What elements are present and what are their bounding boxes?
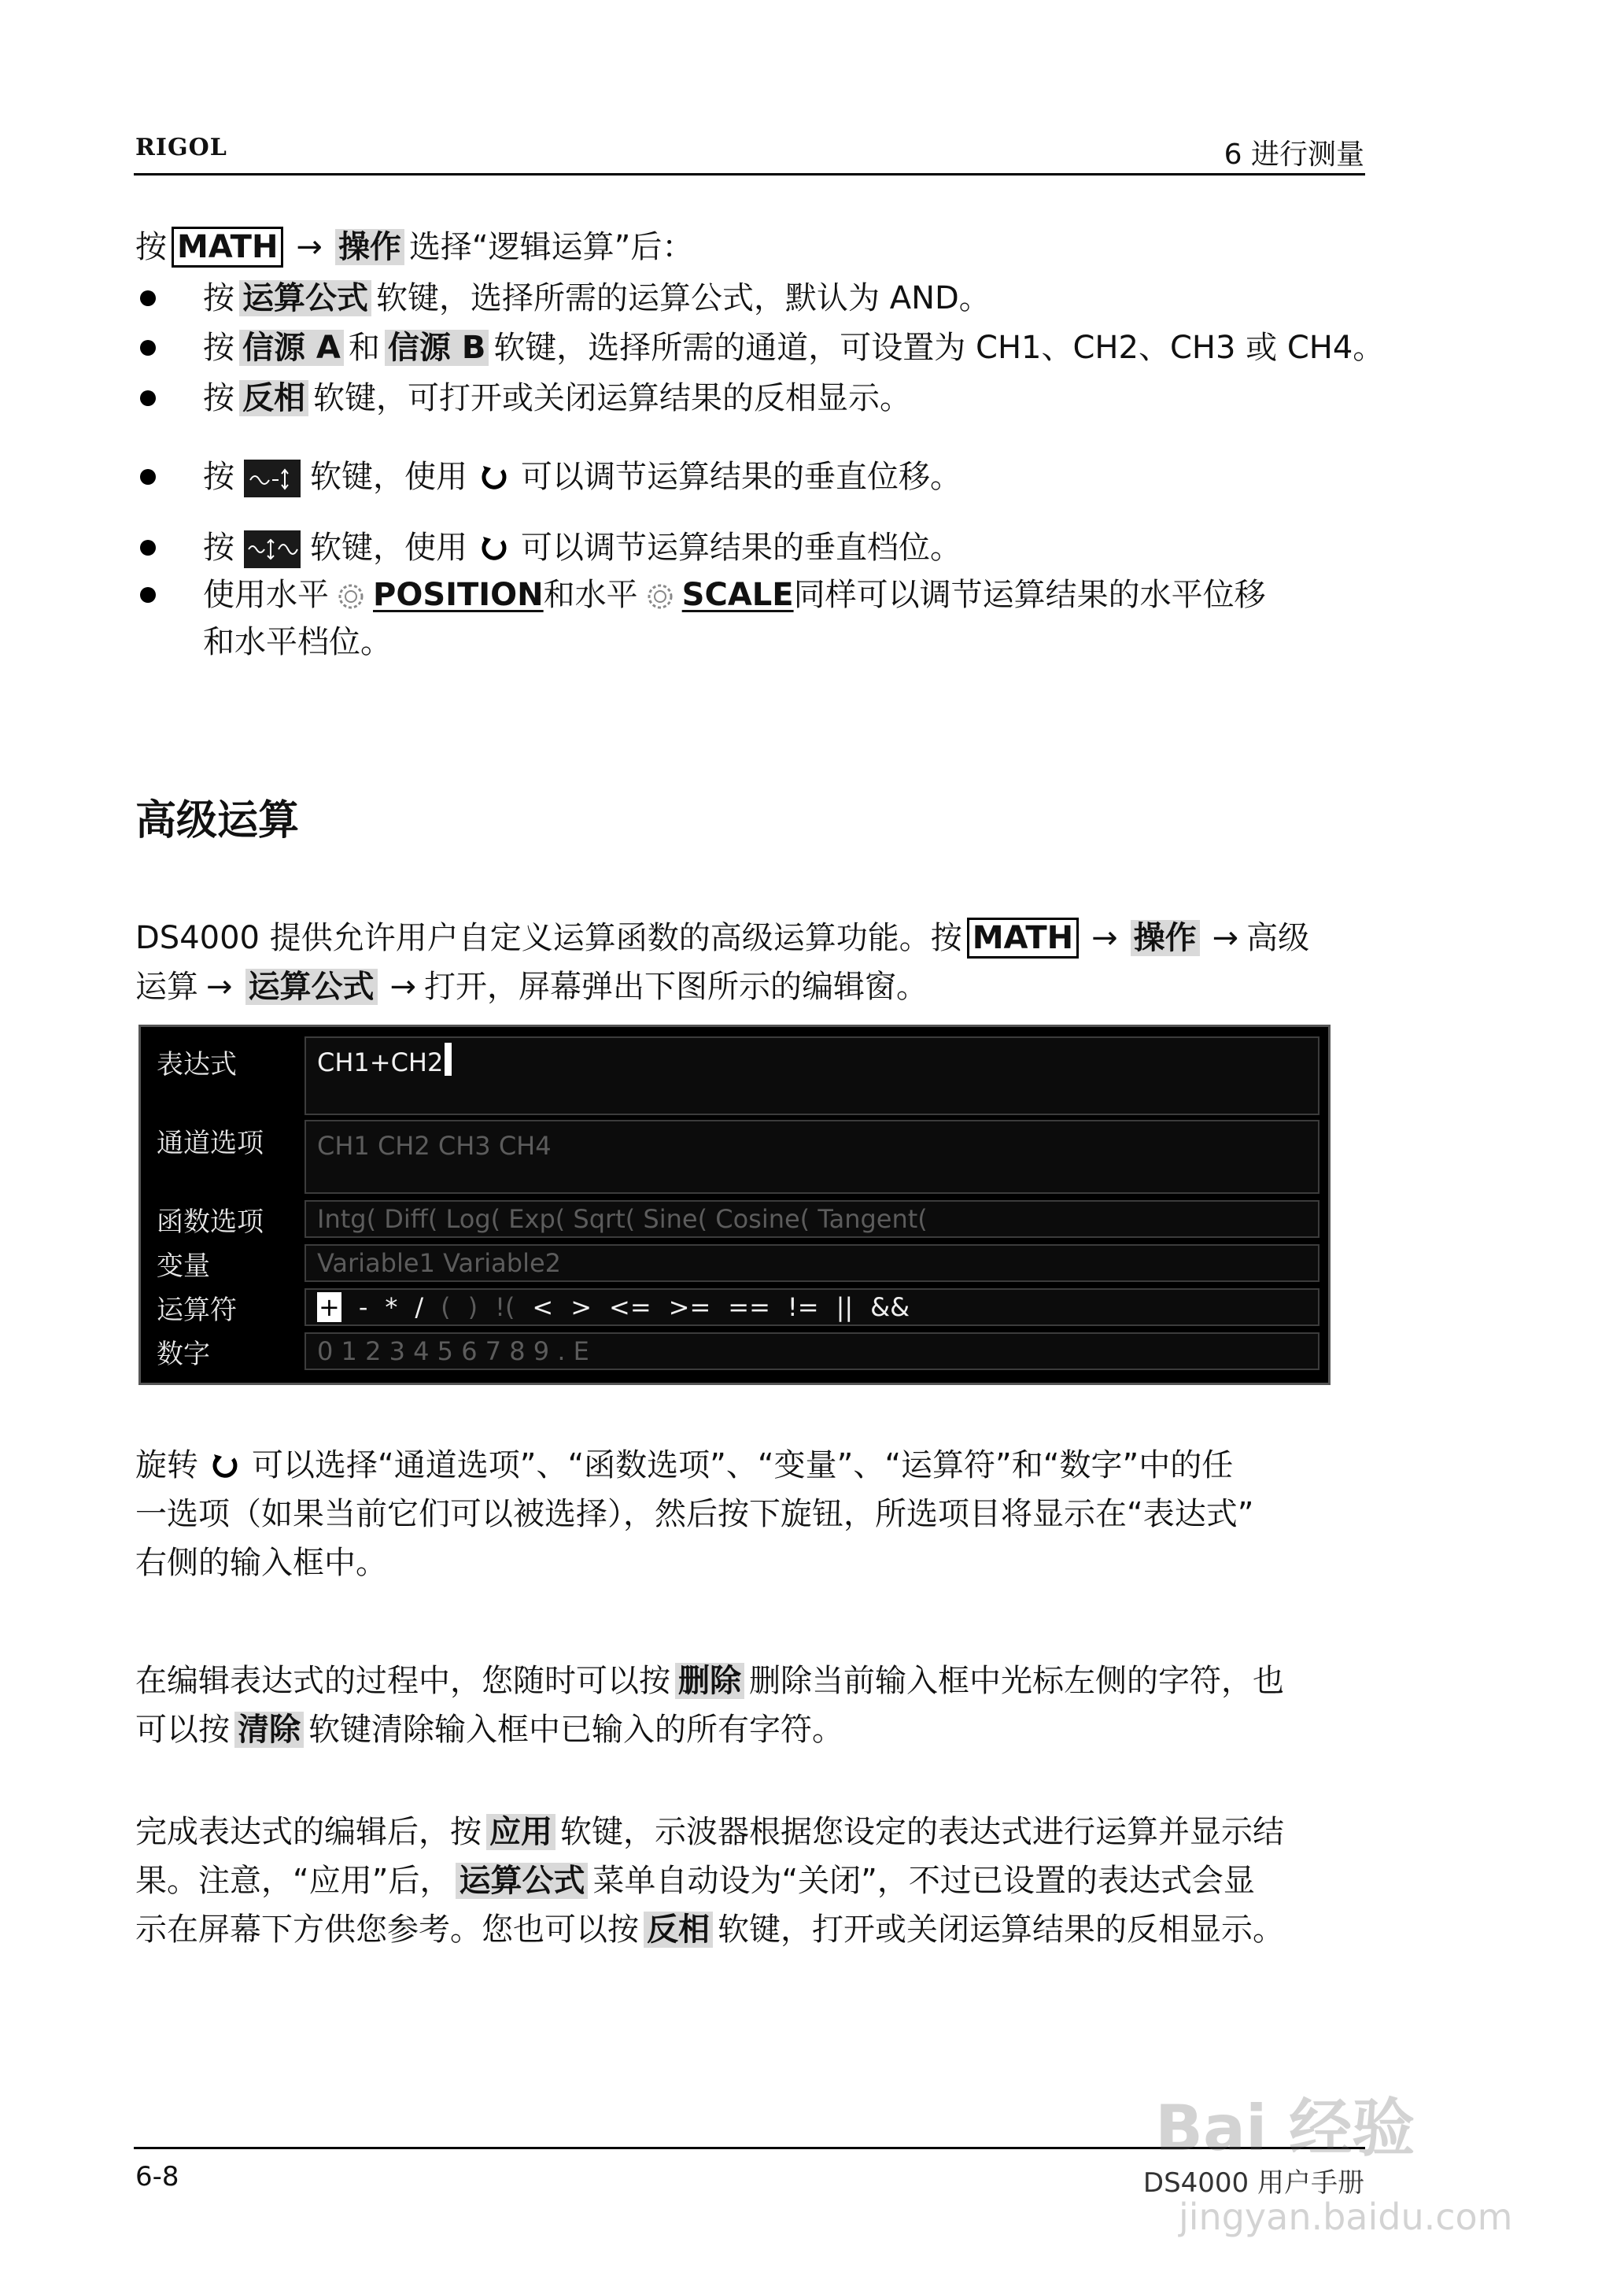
channel-options-field[interactable]: CH1 CH2 CH3 CH4: [304, 1120, 1320, 1194]
arrow-icon: →: [296, 229, 323, 265]
text: 按: [203, 380, 234, 416]
advanced-intro-line-2: [135, 963, 928, 1010]
multipurpose-knob-icon: [477, 461, 511, 496]
text: 可以调节运算结果的垂直位移。: [521, 459, 961, 495]
text: 软键，可打开或关闭运算结果的反相显示。: [313, 380, 911, 416]
text: 高级: [1246, 920, 1310, 956]
arrow-icon: →: [1212, 920, 1239, 956]
logic-bullet-4: [203, 453, 961, 501]
source-a-softkey: 信源 A: [239, 330, 344, 366]
operator-item[interactable]: >: [570, 1292, 592, 1322]
logic-bullet-2: [203, 324, 1384, 371]
expression-label: 表达式: [157, 1049, 237, 1081]
logic-bullet-3: [203, 375, 911, 422]
operate-softkey: 操作: [1131, 920, 1200, 956]
logic-bullet-6: [203, 571, 1266, 619]
bullet-icon: [140, 290, 156, 306]
text: 在编辑表达式的过程中，您随时可以按: [135, 1663, 670, 1699]
operator-item[interactable]: <=: [609, 1292, 651, 1322]
manual-name: DS4000 用户手册: [1142, 2167, 1364, 2199]
operators-field[interactable]: [304, 1288, 1320, 1326]
horizontal-position-knob-icon: [337, 582, 365, 611]
operator-item[interactable]: /: [415, 1292, 424, 1322]
source-b-softkey: 信源 B: [385, 330, 489, 366]
function-options-label: 函数选项: [157, 1206, 264, 1238]
text: 果。注意，“应用”后，: [135, 1863, 452, 1899]
operator-item[interactable]: -: [358, 1292, 368, 1322]
header-rule: [134, 173, 1365, 175]
clear-softkey: 清除: [234, 1712, 304, 1748]
invert-softkey: 反相: [644, 1912, 713, 1948]
apply-para-line-1: [135, 1808, 1284, 1856]
bullet-icon: [140, 340, 156, 356]
operator-item[interactable]: >=: [668, 1292, 711, 1322]
logic-bullet-1: [203, 275, 991, 322]
arrow-icon: →: [206, 969, 233, 1005]
function-options-field[interactable]: Intg( Diff( Log( Exp( Sqrt( Sine( Cosine( Tangent(: [304, 1200, 1320, 1238]
text: 可以按: [135, 1712, 230, 1748]
operators-label: 运算符: [157, 1295, 237, 1326]
expression-input[interactable]: [304, 1036, 1320, 1115]
page-number: 6-8: [135, 2161, 179, 2192]
text: 完成表达式的编辑后，按: [135, 1814, 482, 1850]
text: 按: [203, 330, 234, 366]
text: 可以调节运算结果的垂直档位。: [521, 530, 961, 566]
formula-softkey: 运算公式: [245, 969, 378, 1005]
multipurpose-knob-icon: [477, 532, 511, 567]
text: 示在屏幕下方供您参考。您也可以按: [135, 1912, 639, 1948]
horizontal-scale-key: SCALE: [681, 577, 794, 613]
invert-softkey: 反相: [239, 380, 308, 416]
horizontal-scale-knob-icon: [646, 582, 674, 611]
logic-intro: [135, 223, 693, 271]
formula-softkey: 运算公式: [456, 1863, 588, 1899]
text: 旋转: [135, 1447, 198, 1483]
apply-softkey: 应用: [486, 1814, 555, 1850]
text: 同样可以调节运算结果的水平位移: [793, 577, 1266, 613]
channel-options-label: 通道选项: [157, 1128, 264, 1159]
text: 软键，打开或关闭运算结果的反相显示。: [718, 1912, 1284, 1948]
rotate-para-line-1: [135, 1442, 1233, 1489]
text: 和水平: [543, 577, 638, 613]
text: 软键，使用: [310, 530, 467, 566]
bullet-icon: [140, 587, 156, 603]
text: 按: [203, 280, 234, 316]
expression-value: CH1+CH2: [317, 1047, 444, 1077]
multipurpose-knob-icon: [208, 1450, 242, 1484]
text: DS4000 提供允许用户自定义运算函数的高级运算功能。按: [135, 920, 962, 956]
text: 删除当前输入框中光标左侧的字符，也: [749, 1663, 1284, 1699]
section-title: 高级运算: [135, 797, 300, 844]
watermark-url: jingyan.baidu.com: [1179, 2196, 1513, 2238]
text: 打开，屏幕弹出下图所示的编辑窗。: [424, 969, 928, 1005]
bullet-icon: [140, 469, 156, 485]
arrow-icon: →: [389, 969, 417, 1005]
text: 可以选择“通道选项”、“函数选项”、“变量”、“运算符”和“数字”中的任: [252, 1447, 1234, 1483]
rotate-para-line-3: 右侧的输入框中。: [135, 1545, 387, 1581]
text: 按: [203, 530, 234, 566]
math-key: MATH: [967, 918, 1079, 959]
operator-item[interactable]: ): [467, 1292, 478, 1322]
text: 软键，使用: [310, 459, 467, 495]
operator-item[interactable]: *: [385, 1292, 398, 1322]
operator-item[interactable]: <: [532, 1292, 554, 1322]
formula-softkey: 运算公式: [239, 280, 371, 316]
delete-para-line-2: [135, 1706, 843, 1753]
text: 使用水平: [203, 577, 329, 613]
text: 软键，选择所需的运算公式，默认为 AND。: [376, 280, 991, 316]
logic-bullet-5: [203, 524, 961, 571]
variables-label: 变量: [157, 1250, 210, 1282]
vertical-scale-softkey-icon: [244, 530, 301, 568]
text: 软键，选择所需的通道，可设置为 CH1、CH2、CH3 或 CH4。: [493, 330, 1385, 366]
text: 和: [348, 330, 380, 366]
delete-para-line-1: [135, 1657, 1284, 1705]
operator-item[interactable]: ==: [728, 1292, 770, 1322]
arrow-icon: →: [1091, 920, 1118, 956]
variables-field[interactable]: Variable1 Variable2: [304, 1244, 1320, 1282]
apply-para-line-2: [135, 1857, 1255, 1904]
numbers-label: 数字: [157, 1339, 210, 1370]
advanced-intro-line-1: [135, 914, 1309, 962]
text: 运算: [135, 969, 198, 1005]
rotate-para-line-2: 一选项（如果当前它们可以被选择），然后按下旋钮，所选项目将显示在“表达式”: [135, 1496, 1254, 1532]
text: 选择“逻辑运算”后：: [408, 229, 694, 265]
text: 按: [203, 459, 234, 495]
math-key: MATH: [172, 227, 283, 268]
expression-editor-window: [138, 1025, 1331, 1385]
operator-item-selected[interactable]: +: [319, 1292, 340, 1322]
operator-item[interactable]: !(: [495, 1292, 515, 1322]
text-cursor: [445, 1043, 452, 1076]
text: 按: [135, 229, 167, 265]
text: 菜单自动设为“关闭”，不过已设置的表达式会显: [592, 1863, 1255, 1899]
brand-logo: RIGOL: [135, 134, 227, 161]
chapter-title: 6 进行测量: [1224, 139, 1364, 171]
watermark: [1155, 2078, 1564, 2274]
operate-softkey: 操作: [335, 229, 404, 265]
text: 软键清除输入框中已输入的所有字符。: [308, 1712, 843, 1748]
watermark-brand: Bai 经验: [1155, 2092, 1415, 2165]
delete-softkey: 删除: [675, 1663, 744, 1699]
vertical-offset-softkey-icon: [244, 460, 301, 497]
operator-item[interactable]: !=: [787, 1292, 819, 1322]
operator-item[interactable]: (: [441, 1292, 451, 1322]
numbers-field[interactable]: 0 1 2 3 4 5 6 7 8 9 . E: [304, 1332, 1320, 1370]
horizontal-position-key: POSITION: [373, 577, 544, 613]
operator-item[interactable]: &&: [870, 1292, 910, 1322]
apply-para-line-3: [135, 1906, 1284, 1953]
bullet-icon: [140, 390, 156, 406]
operator-item[interactable]: ||: [836, 1292, 854, 1322]
text: 软键，示波器根据您设定的表达式进行运算并显示结: [560, 1814, 1284, 1850]
bullet-icon: [140, 540, 156, 556]
logic-bullet-6-cont: 和水平档位。: [203, 624, 392, 660]
